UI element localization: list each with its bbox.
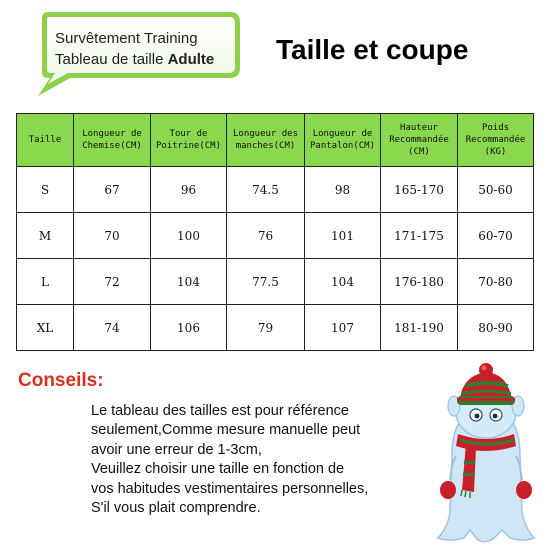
table-cell: 70-80 [458,259,534,305]
header-poids-recommandee: Poids Recommandée (KG) [458,114,534,167]
advice-line: avoir une erreur de 1-3cm, [91,441,262,458]
table-cell: 98 [305,167,381,213]
badge-line-2-prefix: Tableau de taille [55,51,164,68]
header-longueur-manches: Longueur des manches(CM) [227,114,305,167]
header-hauteur-recommandee: Hauteur Recommandée (CM) [381,114,458,167]
table-cell: XL [17,305,74,351]
table-cell: 100 [151,213,227,259]
badge-line-2-bold: Adulte [167,51,215,68]
size-table [16,113,534,351]
advice-line: Le tableau des tailles est pour référence [91,403,349,419]
table-cell: 60-70 [458,213,534,259]
table-cell: 104 [151,259,227,305]
table-cell: 72 [74,259,151,305]
snowman-mascot-icon [430,362,540,547]
badge-text [55,28,214,70]
table-cell: 80-90 [458,305,534,351]
badge-line-1: Survêtement Training [55,30,198,47]
table-cell: M [17,213,74,259]
table-cell: 76 [227,213,305,259]
header-longueur-chemise: Longueur de Chemise(CM) [74,114,151,167]
advice-line: S'il vous plait comprendre. [91,500,261,517]
table-cell: L [17,259,74,305]
table-cell: 106 [151,305,227,351]
table-cell: 79 [227,305,305,351]
table-cell: 67 [74,167,151,213]
table-cell: S [17,167,74,213]
table-cell: 101 [305,213,381,259]
table-cell: 74.5 [227,167,305,213]
table-row [17,167,534,213]
table-cell: 176-180 [381,259,458,305]
table-cell: 171-175 [381,213,458,259]
table-cell: 74 [74,305,151,351]
table-row [17,259,534,305]
table-cell: 104 [305,259,381,305]
advice-text [91,402,431,518]
page-title: Taille et coupe [276,34,469,65]
table-cell: 77.5 [227,259,305,305]
advice-title: Conseils: [18,370,104,391]
header-longueur-pantalon: Longueur de Pantalon(CM) [305,114,381,167]
header-tour-poitrine: Tour de Poitrine(CM) [151,114,227,167]
table-row [17,305,534,351]
table-header-row [17,114,534,167]
table-cell: 50-60 [458,167,534,213]
table-cell: 96 [151,167,227,213]
table-cell: 165-170 [381,167,458,213]
advice-line: seulement,Comme mesure manuelle peut [91,422,361,439]
advice-line: Veuillez choisir une taille en fonction de [91,461,345,478]
table-cell: 70 [74,213,151,259]
table-cell: 181-190 [381,305,458,351]
table-cell: 107 [305,305,381,351]
header-taille: Taille [17,114,74,167]
table-row [17,213,534,259]
advice-line: vos habitudes vestimentaires personnelles, [91,480,369,497]
title-badge [0,0,270,100]
badge-line-2 [55,49,214,70]
